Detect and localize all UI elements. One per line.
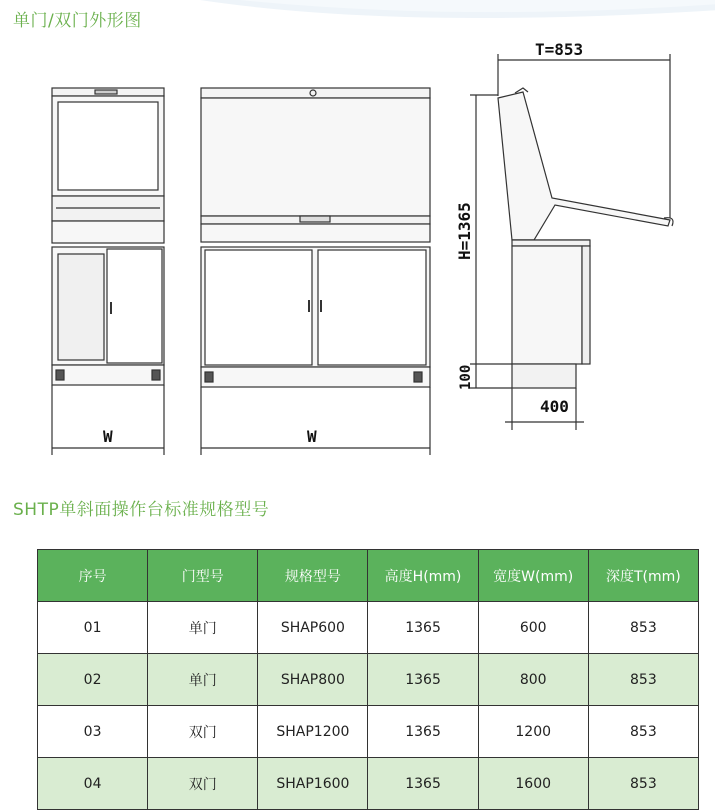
cell-model: SHAP600 [258, 602, 368, 654]
cell-height: 1365 [368, 706, 478, 758]
cell-depth: 853 [588, 654, 698, 706]
header-model: 规格型号 [258, 550, 368, 602]
cell-model: SHAP1200 [258, 706, 368, 758]
cell-width: 1600 [478, 758, 588, 810]
section-title-spec: SHTP单斜面操作台标准规格型号 [13, 500, 270, 520]
header-door-type: 门型号 [148, 550, 258, 602]
table-row [38, 602, 699, 654]
cell-index: 02 [38, 654, 148, 706]
double-door-front-view [201, 88, 430, 455]
dimension-depth-label: 400 [540, 397, 569, 416]
cell-height: 1365 [368, 654, 478, 706]
dimension-t-label: T=853 [535, 40, 584, 59]
dimension-h-label: H=1365 [455, 202, 474, 260]
cell-model: SHAP800 [258, 654, 368, 706]
single-door-front-view [52, 88, 164, 455]
header-height: 高度H(mm) [368, 550, 478, 602]
cell-index: 04 [38, 758, 148, 810]
cell-model: SHAP1600 [258, 758, 368, 810]
cell-depth: 853 [588, 758, 698, 810]
dimension-w-double-label: W [307, 427, 317, 446]
table-row [38, 758, 699, 810]
cell-door-type: 双门 [148, 706, 258, 758]
cell-door-type: 单门 [148, 602, 258, 654]
header-swoosh-decoration [200, 0, 715, 40]
dimension-w-single-label: W [103, 427, 113, 446]
cell-width: 1200 [478, 706, 588, 758]
table-row [38, 706, 699, 758]
cell-door-type: 单门 [148, 654, 258, 706]
dimension-base-label: 100 [458, 364, 474, 390]
cell-index: 03 [38, 706, 148, 758]
cell-height: 1365 [368, 602, 478, 654]
side-view [470, 54, 673, 430]
cell-depth: 853 [588, 706, 698, 758]
cell-door-type: 双门 [148, 758, 258, 810]
table-row [38, 654, 699, 706]
section-title-outline: 单门/双门外形图 [13, 11, 142, 31]
cell-index: 01 [38, 602, 148, 654]
cell-height: 1365 [368, 758, 478, 810]
spec-table [37, 549, 699, 810]
header-width: 宽度W(mm) [478, 550, 588, 602]
table-header-row [38, 550, 699, 602]
header-depth: 深度T(mm) [588, 550, 698, 602]
cell-width: 800 [478, 654, 588, 706]
cell-width: 600 [478, 602, 588, 654]
header-index: 序号 [38, 550, 148, 602]
cabinet-outline-drawing [0, 40, 715, 470]
cell-depth: 853 [588, 602, 698, 654]
